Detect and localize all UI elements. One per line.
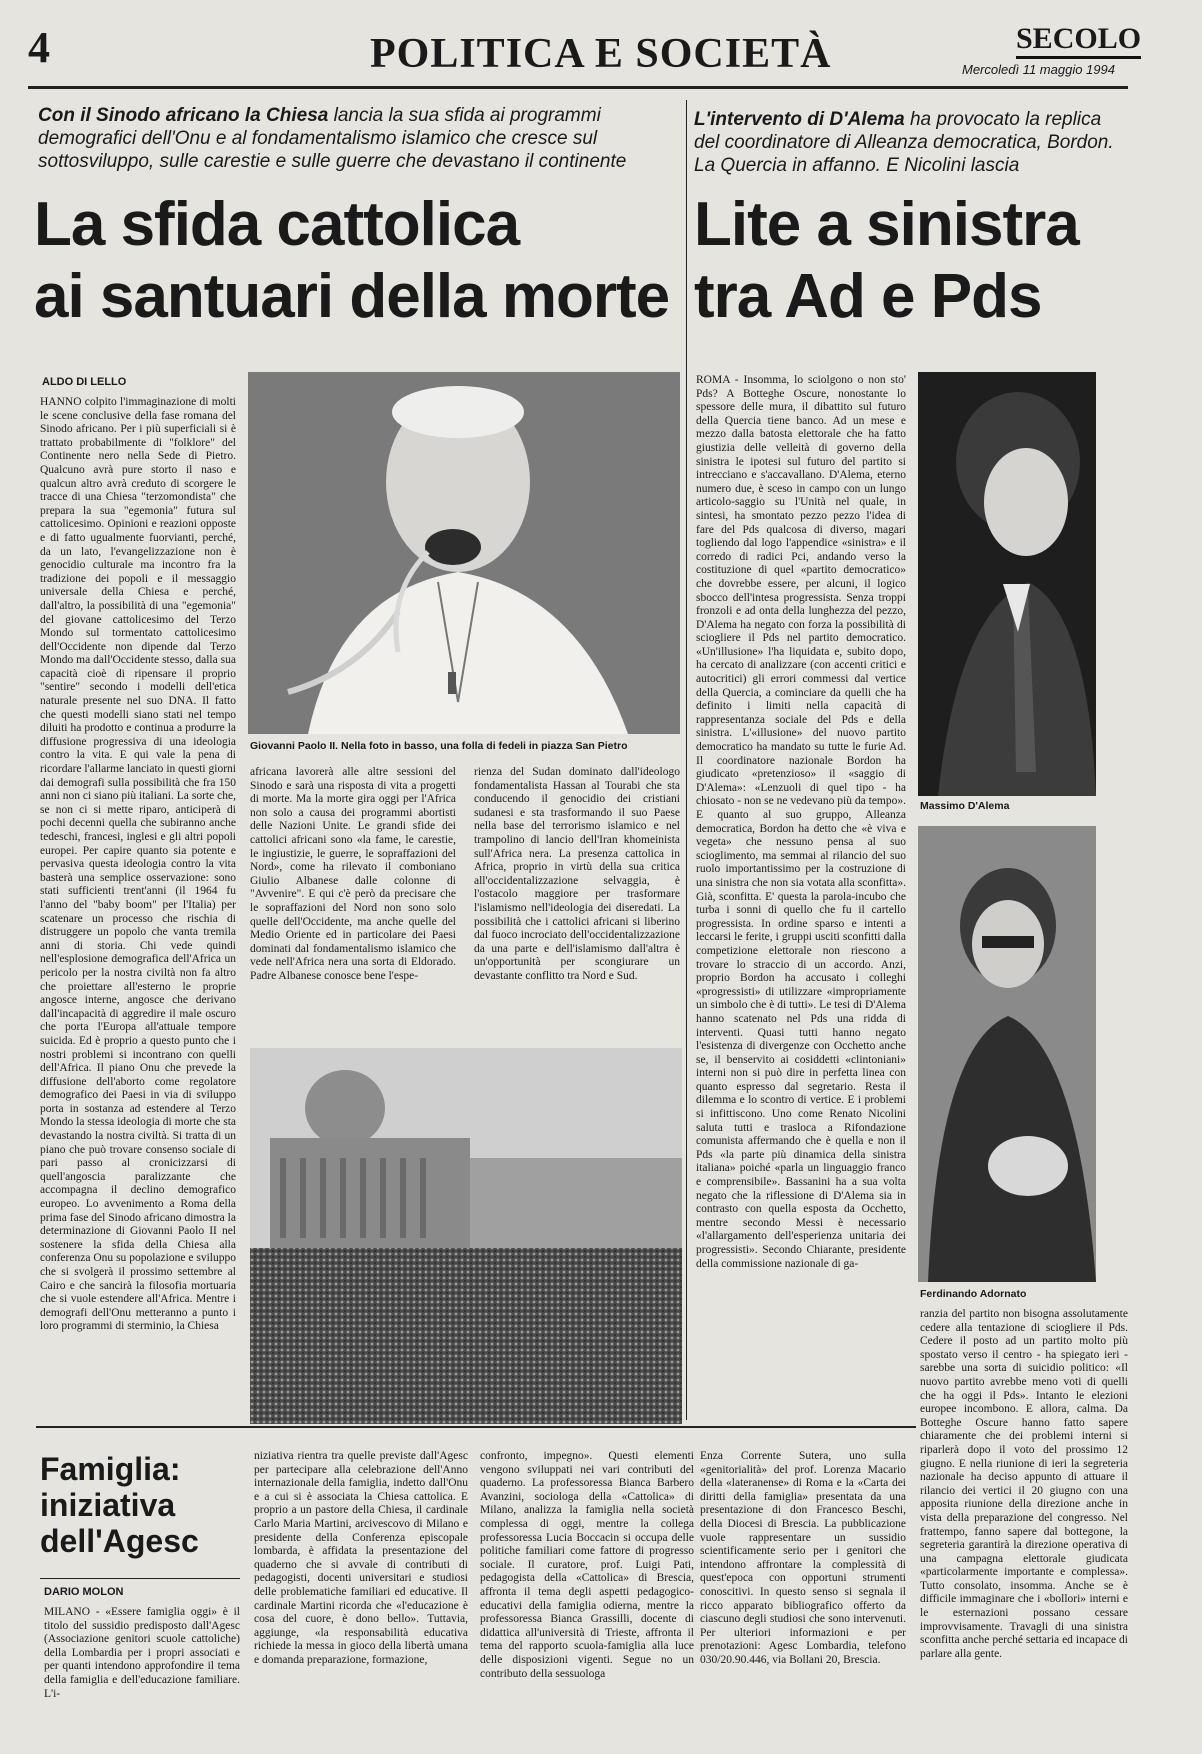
photo-caption: Ferdinando Adornato xyxy=(920,1288,1027,1300)
right-headline-line-2: tra Ad e Pds xyxy=(694,262,1042,331)
dateline: Mercoledì 11 maggio 1994 xyxy=(962,62,1115,77)
byline-rule xyxy=(40,1578,240,1579)
piazza-illustration xyxy=(250,1048,682,1424)
right-headline-line-1: Lite a sinistra xyxy=(694,190,1079,259)
photo-caption: Giovanni Paolo II. Nella foto in basso, una folla di fedeli in piazza San Pietro xyxy=(250,740,628,752)
column-divider xyxy=(686,100,687,1420)
newspaper-logo: SECOLO xyxy=(1016,22,1141,59)
piazza-photo xyxy=(250,1048,682,1424)
left-kicker: Con il Sinodo africano la Chiesa lancia la sua sfida ai programmi demografici dell'Onu e al fondamentalismo islamico che cresce sul sottosviluppo, sulle carestie e sulle guerre che devastano il continente xyxy=(38,105,627,172)
bottom-headline-line-3: dell'Agesc xyxy=(40,1523,199,1559)
adornato-illustration xyxy=(918,826,1096,1282)
adornato-photo xyxy=(918,826,1096,1282)
article-column: HANNO colpito l'immaginazione di molti le scene conclusive della fase romana del Sinodo africano. Per i più superficiali si è trattato probabilmente di "folklore" del Continente nero nella Sede di Pietro. Qualcuno avrà pure storto il naso e qualcun altro avrà creduto di scorgere le tracce di una Chiesa "terzomondista" che prepara la sua "egemonia" futura sul cattolicesimo. Opinioni e reazioni opposte e di fatto ugualmente fuorvianti, perché, da un lato, l'evangelizzazione non è genocidio culturale ma incontro fra la tradizione dei popoli e il messaggio universale della Chiesa e perché, dall'altro, la possibilità di una "egemonia" del giovane cattolicesimo del Terzo Mondo sul tormentato cattolicesimo dell'Occidente non dipende dal Terzo Mondo ma dall'Occidente stesso, dalla sua capacità cioè di ripensare il proprio "sentire" secondo i modelli dell'etica naturale presente nel suo DNA. Il fatto che questi modelli siano stati nel tempo diluiti ha prodotto e continua a produrre la diffusione progressiva di una ideologia contro la vita. E qui vale la pena di ricordare l'allarme lanciato in questi giorni dai demografi sulla possibilità che fra 150 anni non ci siano più italiani. La sorte che, se non ci si mette riparo, anticiperà di pochi decenni quella che subiranno anche tedeschi, francesi, inglesi e gli altri popoli europei. Per capire quanto sia potente e pervasiva questa ideologia contro la vita basterà una semplice osservazione: sono stati sufficienti trent'anni (il 1964 fu l'anno del "baby boom" per l'Italia) per scatenare un processo che rischia di distruggere un popolo che vanta tremila anni di storia. Chi vede quindi nell'esplosione demografica dell'Africa un pericolo per la nostra civiltà non fa altro che proiettare all'esterno le proprie angosce interne, angosce che derivano dall'incapacità di aggredire il male oscuro che porta l'Europa all'attuale tempore suicida. Ed è proprio a questo punto che i nostri problemi si incontrano con quelli dell'Africa. Il piano Onu che prevede la diffusione dell'aborto come regolatore demografico dei Paesi in via di sviluppo porta in sostanza ad estendere al Terzo Mondo la stessa ideologia di morte che sta devastando la nostra civiltà. Si tratta di un piano che può trovare consenso sociale di pari passo al cronicizzarsi di quell'angoscia paralizzante che accompagna il declino demografico europeo. Lo avvenimento a Roma della prima fase del Sinodo africano dimostra la determinazione di Giovanni Paolo II nel sostenere la sfida della Chiesa alla conferenza Onu su popolazione e sviluppo che si svolgerà il prossimo settembre al Cairo e che sancirà la filosofia mortuaria che si vuole estendere all'Africa. Mentre i demografi dell'Onu metteranno a punto i loro programmi di sterminio, la Chiesa xyxy=(40,396,236,1333)
article-column: africana lavorerà alle altre sessioni del Sinodo e sarà una risposta di vita a progetti di morte. Ma la morte gira oggi per l'Africa non solo a causa dei programmi abortisti delle Nazioni Unite. Le grandi sfide dei cattolici africani sono «la fame, le carestie, le ingiustizie, le guerre, le sopraffazioni del Nord», come ha rilevato il comboniano Giulio Albanese dalle colonne di "Avvenire". E qui c'è però da precisare che le sopraffazioni del Nord non sono solo quelle dell'Occidente, ma anche quelle del Medio Oriente ed in particolare dei Paesi dominati dal fondamentalismo islamico che vede nell'Africa nera una sorta di Eldorado. Padre Albanese conosce bene l'espe- xyxy=(250,766,456,982)
pope-photo xyxy=(248,372,680,734)
dalema-photo xyxy=(918,372,1096,796)
page-number: 4 xyxy=(28,23,50,72)
right-kicker: L'intervento di D'Alema ha provocato la replica del coordinatore di Alleanza democratica, Bordon. La Quercia in affanno. E Nicolini lascia xyxy=(694,109,1114,176)
article-column: rienza del Sudan dominato dall'ideologo fondamentalista Hassan al Tourabi che sta conducendo il genocidio dei cristiani sudanesi e sta trasformando il suo Paese nella base del terrorismo islamico e nel trampolino di lancio dell'Iran khomeinista sull'Africa nera. La presenza cattolica in Africa, proprio in virtù della sua critica all'occidentalizzazione selvaggia, è l'ostacolo maggiore per trasformare l'islamismo nell'ideologia dei diseredati. La possibilità che i cattolici africani si liberino dal fuoco incrociato dell'occidentalizzazione da una parte e dell'islamismo dall'altra è un'opportunità per scongiurare un devastante conflitto tra Nord e Sud. xyxy=(474,766,680,982)
left-headline-line-2: ai santuari della morte xyxy=(34,262,670,331)
bottom-headline-line-1: Famiglia: xyxy=(40,1451,181,1487)
photo-caption: Massimo D'Alema xyxy=(920,800,1010,812)
section-title: POLITICA E SOCIETÀ xyxy=(370,31,832,77)
article-column: ROMA - Insomma, lo sciolgono o non sto' Pds? A Botteghe Oscure, nonostante lo spessore delle mura, il dibattito sul futuro della Quercia tiene banco. Ad un mese e mezzo dalla batosta elettorale che ha fatto giustizia delle velleità di governo della sinistra le ipotesi sul futuro del partito si intrecciano e s'accavallano. D'Alema, eterno numero due, è sceso in campo con un lungo articolo-saggio su l'Unità nel quale, in sintesi, ha smontato pezzo pezzo l'idea di fare del Pds qualcosa di diverso, magari togliendo dal logo l'appendice «sinistra» e il corredo di radici Pci, andando verso la costituzione di quel «partito democratico» che dovrebbe essere, per alcuni, il logico sbocco dell'intesa progressista. Senza troppi fronzoli e ad onta della lunghezza del pezzo, D'Alema ha negato con forza la possibilità di sciogliere il Pds nel partito democratico. «Un'illusione» l'ha liquidata e, subito dopo, ha cercato di analizzare (con accenti critici e autocritici) gli errori commessi dal vertice della Quercia, a cominciare da quelli che ha definito i limiti nella capacità di rappresentanza sociale del Pds e della sinistra. L'«illusione» del nuovo partito democratico ha mandato su tutte le furie Ad. Il coordinatore nazionale Bordon ha giudicato «pretenzioso» il «saggio di D'Alema»: «Lenzuoli di quel tipo - ha chiosato - non se ne vedevano più da tempo». E quanto al suo gruppo, Alleanza democratica, Bordon ha detto che «è viva e vegeta» che nessuno pensa al suo scioglimento, ma semmai al rilancio del suo ruolo importantissimo per la costruzione di una sinistra che non sia votata alla sconfitta». Già, sconfitta. E' questa la parola-incubo che turba i sonni di quello che fu il cartello progressista. In ordine sparso e intenti a leccarsi le ferite, i gruppi usciti sconfitti dalla competizione elettorale non riescono a trovare lo straccio di un accordo. Anzi, proprio Bordon ha accusato i colleghi «progressisti» di utilizzare «impropriamente un simbolo che è di tutti». Le tesi di D'Alema hanno scatenato nel Pds una ridda di interventi. Quasi tutti hanno negato l'esistenza di divergenze con Occhetto anche se, il benservito ai cosiddetti «clintoniani» interni non si può dire in perfetta linea con quanto espresso dal segretario. Resta il dilemma e lo scontro di vertice. E i problemi si infittiscono. Uno come Renato Nicolini saluta tutti e trasloca a Rifondazione comunista affermando che è quella e non il Pds «la parte più dinamica della sinistra italiana» poiché «parla un linguaggio franco e comprensibile». Bassanini ha a sua volta negato che la riflessione di D'Alema sia in contrasto con quella esposta da Occhetto, mentre secondo Messi è necessario «l'allargamento dell'esperienza unitaria dei progressisti». Secondo Chiarante, presidente della commissione nazionale di ga- xyxy=(696,374,906,1270)
article-column: Enza Corrente Sutera, uno sulla «genitorialità» del prof. Lorenza Macario della «lateranense» di Roma e la «Carta dei diritti della famiglia» presentata da una presentazione di don Francesco Beschi, della Diocesi di Brescia. La pubblicazione vuole rappresentare un sussidio scientificamente serio per i genitori che intendono affrontare la complessità di quest'epoca con opportuni strumenti conoscitivi. In questo senso si segnala il ricco apparato bibliografico offerto da ciascuno degli studiosi che sono intervenuti. Per ulteriori informazioni e per prenotazioni: Agesc Lombardia, telefono 030/20.90.446, via Bollani 20, Brescia. xyxy=(700,1450,906,1666)
article-column: MILANO - «Essere famiglia oggi» è il titolo del sussidio predisposto dall'Agesc (Associazione genitori scuole cattoliche) della Lombardia per i propri associati e per quanti intendono approfondire il tema della famiglia e dell'educazione familiare. L'i- xyxy=(44,1606,240,1700)
article-column: ranzia del partito non bisogna assolutamente cedere alla tentazione di sciogliere il Pds. Cedere il posto ad un partito molto più spostato verso il centro - ha spiegato ieri - sarebbe una sorta di suicidio politico: «Il nuovo partito avrebbe meno voti di quelli che ha oggi il Pds». Intanto le elezioni europee incombono. E allora, calma. Da Botteghe Oscure hanno fatto sapere chiaramente che dei problemi interni si riparlerà dopo il voto del prossimo 12 giugno. E nella riunione di ieri la segreteria nazionale ha deciso appunto di attuare il rilancio dei vertici il 20 giugno con una apposita riunione della direzione anche in vista della preparazione del congresso. Nel frattempo, fanno sapere dal bottegone, la segreteria garantirà la direzione operativa di una campagna elettorale giudicata «particolarmente importante e complessa». Tutto consolato, insomma. Anche se è difficile immaginare che i «bollori» interni e le esternazioni possano cessare improvvisamente. Travagli di una sinistra sconfitta anche perché settaria ed incapace di parlare alla gente. xyxy=(920,1308,1128,1660)
byline: DARIO MOLON xyxy=(44,1586,124,1598)
bottom-rule xyxy=(36,1426,916,1428)
byline: ALDO DI LELLO xyxy=(42,376,127,388)
left-headline-line-1: La sfida cattolica xyxy=(34,190,520,259)
pope-illustration xyxy=(248,372,680,734)
masthead-rule xyxy=(28,86,1128,89)
article-column: confronto, impegno». Questi elementi vengono sviluppati nei vari contributi del quaderno. La professoressa Bianca Barbero Avanzini, sociologa della «Cattolica» di Milano, analizza la famiglia nella società complessa di oggi, mentre la collega professoressa Lucia Boccacin si occupa delle politiche familiari come fattore di progresso sociale. Il curatore, prof. Luigi Pati, pedagogista della «Cattolica» di Brescia, affronta il tema degli aspetti pedagogico-educativi della famiglia odierna, mentre la professoressa Bianca Grassilli, docente di didattica all'università di Trieste, affronta il tema del rapporto scuola-famiglia alla luce delle disposizioni vigenti. Segue no un contributo della sessuologa xyxy=(480,1450,694,1680)
dalema-illustration xyxy=(918,372,1096,796)
article-column: niziativa rientra tra quelle previste dall'Agesc per partecipare alla celebrazione dell'Anno internazionale della famiglia, indetto dall'Onu e a cui si è associata la Chiesa cattolica. E proprio a un pastore della Chiesa, il cardinale Carlo Maria Martini, arcivescovo di Milano e presidente della Conferenza episcopale lombarda, è affidata la presentazione del quaderno che si avvale di contributi di pedagogisti, docenti universitari e studiosi delle problematiche familiari ed educative. Il cardinale Martini ricorda che «l'educazione è cosa del cuore, è dono bello». Tuttavia, aggiunge, «la responsabilità educativa richiede la messa in gioco della libertà umana e domanda preparazione, formazione, xyxy=(254,1450,468,1666)
bottom-headline-line-2: iniziativa xyxy=(40,1487,176,1523)
